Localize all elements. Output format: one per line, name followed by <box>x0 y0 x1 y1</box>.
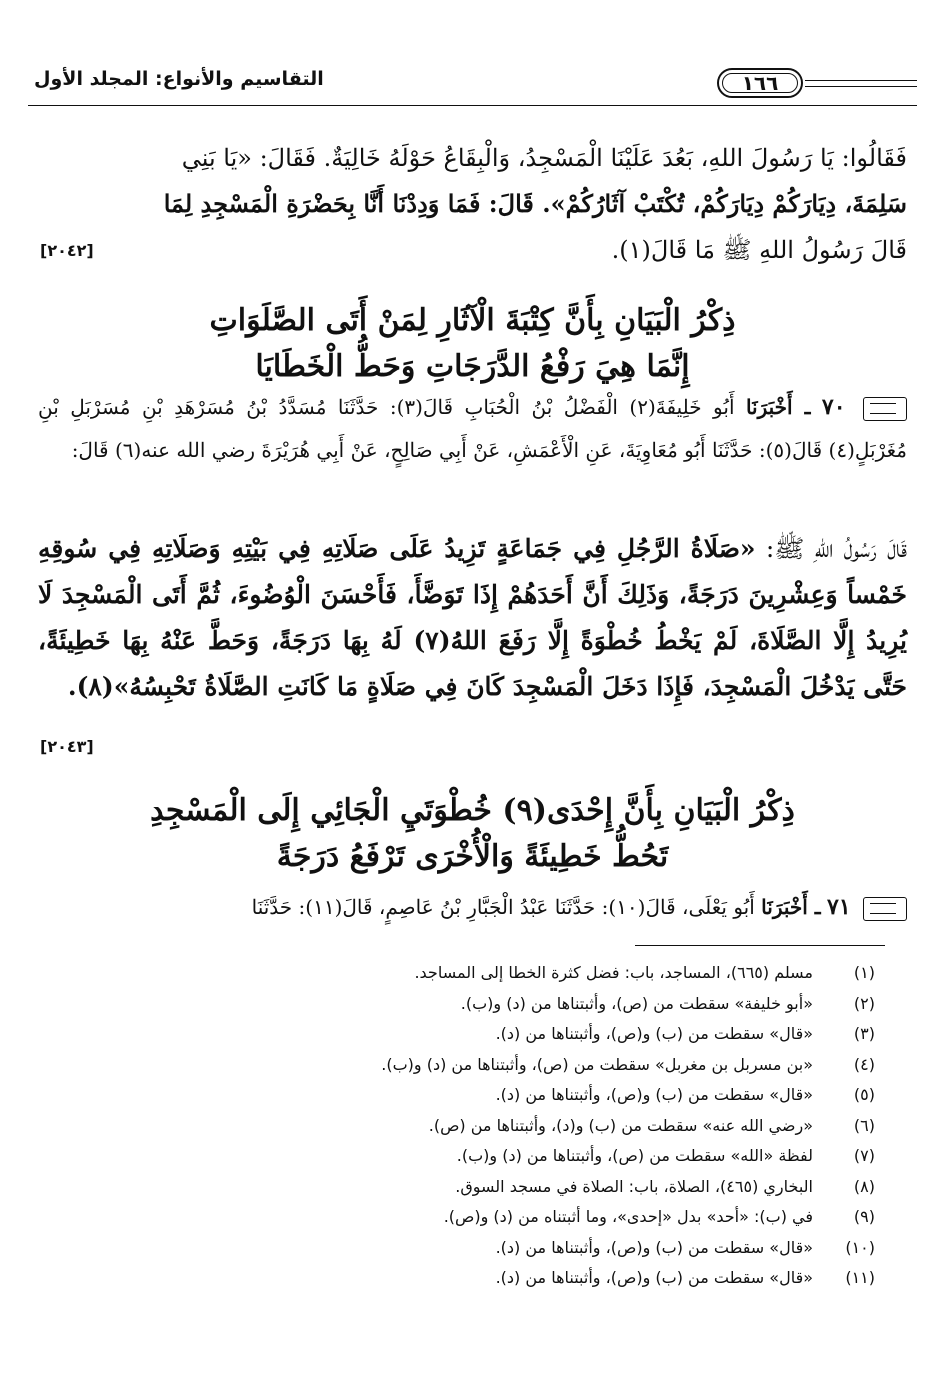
footnote-item <box>60 1172 875 1203</box>
heading-line: ذِكْرُ الْبَيَانِ بِأَنَّ كِتْبَةَ الْآثَارِ لِمَنْ أَتَى الصَّلَوَاتِ <box>209 303 736 338</box>
heading-line: تَحُطُّ خَطِيئَةً وَالْأُخْرَى تَرْفَعُ دَرَجَةً <box>276 839 669 874</box>
matn-intro: قَالَ رَسُولُ اللهِ ﷺ: <box>765 534 907 563</box>
footnote-item <box>60 1050 875 1081</box>
footnote-text: «قال» سقطت من (ب) و(ص)، وأثبتناها من (د). <box>495 1085 813 1104</box>
footnote-number: (١١) <box>845 1268 875 1287</box>
footnote-item <box>60 1111 875 1142</box>
page-number-frame <box>717 68 917 102</box>
akhbarana-label: ـ أَخْبَرَنَا <box>745 395 811 419</box>
page-number-box <box>717 68 803 98</box>
hadith-reference: [٢٠٤٣] <box>40 737 94 756</box>
chapter-heading <box>38 298 907 390</box>
footnote-item <box>60 1019 875 1050</box>
continued-text <box>38 135 907 273</box>
footnote-text: «قال» سقطت من (ب) و(ص)، وأثبتناها من (د). <box>495 1237 813 1257</box>
footnote-number: (٧) <box>853 1146 875 1165</box>
header-rule <box>28 105 917 106</box>
hadith-isnad <box>38 386 907 472</box>
ornament-line <box>805 80 917 81</box>
text-line: قَالَ رَسُولُ اللهِ ﷺ مَا قَالَ(١). <box>611 236 907 264</box>
footnote-item <box>60 1263 875 1294</box>
hadith-matn <box>38 526 907 710</box>
hadith-number: ٧١ <box>827 894 851 920</box>
footnote-number: (٣) <box>853 1024 875 1043</box>
hadith-number: ٧٠ <box>821 394 846 420</box>
footnote-number: (٤) <box>853 1054 875 1074</box>
footnote-text: مسلم (٦٦٥)، المساجد، باب: فضل كثرة الخطا إلى المساجد. <box>414 963 813 982</box>
footnote-number: (٥) <box>853 1085 875 1104</box>
akhbarana-label: ـ أَخْبَرَنَا <box>761 895 821 919</box>
footnote-divider <box>635 945 885 946</box>
footnote-number: (٩) <box>853 1207 875 1226</box>
footnote-item <box>60 1233 875 1264</box>
isnad-text: أَبُو خَلِيفَةَ(٢) الْفَضْلُ بْنُ الْحُبَابِ قَالَ(٣): حَدَّثَنَا مُسَدَّدُ بْنُ مُسَرْهَدِ بْنِ مُسَرْبَلِ بْنِ مُغَرْبَلٍ(٤) قَالَ(٥): حَدَّثَنَا أَبُو مُعَاوِيَةَ، عَنِ الْأَعْمَشِ، عَنْ أَبِي صَالِحٍ، عَنْ أَبِي هُرَيْرَةَ رضي الله عنه(٦) قَالَ: <box>38 395 907 462</box>
hadith-reference: [٢٠٤٢] <box>40 241 94 260</box>
footnote-text: «قال» سقطت من (ب) و(ص)، وأثبتناها من (د). <box>495 1024 813 1043</box>
footnote-number: (١٠) <box>845 1237 875 1257</box>
footnote-number: (١) <box>853 963 875 982</box>
running-title: التقاسيم والأنواع: المجلد الأول <box>34 68 324 90</box>
matn-text: «صَلَاةُ الرَّجُلِ فِي جَمَاعَةٍ تَزِيدُ عَلَى صَلَاتِهِ فِي بَيْتِهِ وَصَلَاتِهِ فِي سُوقِهِ خَمْساً وَعِشْرِينَ دَرَجَةً، وَذَلِكَ أَنَّ أَحَدَهُمْ إِذَا تَوَضَّأَ، فَأَحْسَنَ الْوُضُوءَ، ثُمَّ أَتَى الْمَسْجِدَ لَا يُرِيدُ إِلَّا الصَّلَاةَ، لَمْ يَخْطُ خُطْوَةً إِلَّا رَفَعَ اللهُ(٧) لَهُ بِهَا دَرَجَةً، وَحَطَّ عَنْهُ بِهَا خَطِيئَةً، حَتَّى يَدْخُلَ الْمَسْجِدَ، فَإِذَا دَخَلَ الْمَسْجِدَ كَانَ فِي صَلَاةٍ مَا كَانَتِ الصَّلَاةُ تَحْبِسُهُ»(٨). <box>38 534 908 701</box>
footnote-item <box>60 989 875 1020</box>
footnote-text: في (ب): «أحد» بدل «إحدى»، وما أثبتناه من (د) و(ص). <box>443 1207 813 1226</box>
text-line: سَلِمَةَ، دِيَارَكُمْ دِيَارَكُمْ، تُكْتَبْ آثَارُكُمْ». قَالَ: فَمَا وَدِدْنَا أَنَّا بِحَضْرَةِ الْمَسْجِدِ لِمَا <box>163 189 907 218</box>
footnote-number: (٦) <box>853 1115 875 1135</box>
heading-line: إِنَّمَا هِيَ رَفْعُ الدَّرَجَاتِ وَحَطُّ الْخَطَايَا <box>255 349 690 384</box>
page-number: ١٦٦ <box>722 73 798 93</box>
text-line: فَقَالُوا: يَا رَسُولَ اللهِ، بَعُدَ عَلَيْنَا الْمَسْجِدُ، وَالْبِقَاعُ حَوْلَهُ خَالِيَةٌ. فَقَالَ: «يَا بَنِي <box>181 144 907 172</box>
isnad-text: أَبُو يَعْلَى، قَالَ(١٠): حَدَّثَنَا عَبْدُ الْجَبَّارِ بْنُ عَاصِمٍ، قَالَ(١١): حَدَّثَنَا <box>251 895 755 919</box>
footnote-text: «قال» سقطت من (ب) و(ص)، وأثبتناها من (د). <box>495 1268 813 1287</box>
hadith-marker-icon <box>863 897 907 921</box>
footnote-text: «أبو خليفة» سقطت من (ص)، وأثبتناها من (د) و(ب). <box>460 993 813 1013</box>
hadith-marker-icon <box>863 397 907 421</box>
footnote-text: البخاري (٤٦٥)، الصلاة، باب: الصلاة في مسجد السوق. <box>455 1176 813 1196</box>
footnote-item <box>60 1141 875 1172</box>
ornament-line <box>805 86 917 87</box>
footnote-text: «رضي الله عنه» سقطت من (ب) و(د)، وأثبتناها من (ص). <box>428 1115 813 1135</box>
footnote-text: «بن مسربل بن مغربل» سقطت من (ص)، وأثبتناها من (د) و(ب). <box>381 1054 813 1074</box>
footnote-number: (٢) <box>853 993 875 1013</box>
chapter-heading <box>38 788 907 880</box>
footnotes <box>60 958 875 1294</box>
footnote-item <box>60 1080 875 1111</box>
heading-line: ذِكْرُ الْبَيَانِ بِأَنَّ إِحْدَى(٩) خُطْوَتَيِ الْجَائِي إِلَى الْمَسْجِدِ <box>150 793 795 828</box>
page-header <box>28 66 917 110</box>
footnote-item <box>60 958 875 989</box>
footnote-text: لفظة «الله» سقطت من (ص)، وأثبتناها من (د) و(ب). <box>456 1146 813 1165</box>
footnote-item <box>60 1202 875 1233</box>
footnote-number: (٨) <box>853 1176 875 1196</box>
hadith-isnad <box>38 886 907 929</box>
